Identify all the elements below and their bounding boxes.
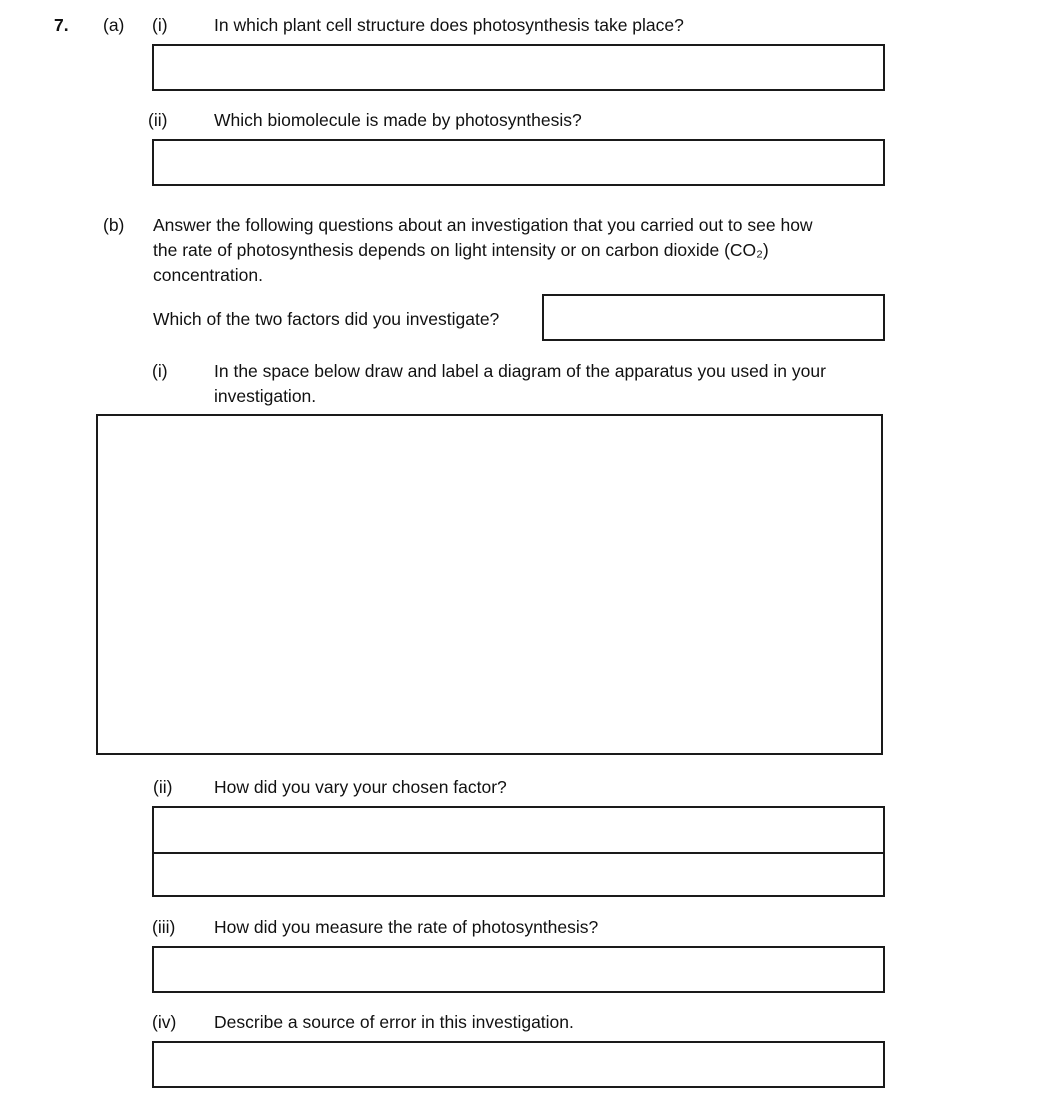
part-b-ii-question: How did you vary your chosen factor? <box>214 777 507 797</box>
part-a-i-question: In which plant cell structure does photosynthesis take place? <box>214 15 684 35</box>
question-number: 7. <box>54 15 69 35</box>
part-a-ii-label: (ii) <box>148 110 168 130</box>
part-b-iii-answer-box[interactable] <box>152 946 885 993</box>
part-b-label: (b) <box>103 215 125 235</box>
factor-answer-box[interactable] <box>542 294 885 341</box>
part-b-iv-question: Describe a source of error in this investigation. <box>214 1012 574 1032</box>
part-b-i-label: (i) <box>152 361 168 381</box>
part-a-ii-answer-box[interactable] <box>152 139 885 186</box>
part-b-iv-answer-box[interactable] <box>152 1041 885 1088</box>
part-b-i-question-line-1: In the space below draw and label a diagram of the apparatus you used in your <box>214 361 826 381</box>
part-b-ii-answer-line-1[interactable] <box>154 808 883 852</box>
part-b-i-question-line-2: investigation. <box>214 386 317 406</box>
part-b-iii-question: How did you measure the rate of photosynthesis? <box>214 917 599 937</box>
part-b-ii-answer-box[interactable] <box>152 806 885 897</box>
part-b-iii-label: (iii) <box>152 917 176 937</box>
part-b-intro-line-2: the rate of photosynthesis depends on light intensity or on carbon dioxide (CO₂) <box>153 240 769 260</box>
part-b-ii-label: (ii) <box>153 777 173 797</box>
part-b-ii-answer-line-2[interactable] <box>154 854 883 895</box>
part-a-i-label: (i) <box>152 15 168 35</box>
part-a-i-answer-box[interactable] <box>152 44 885 91</box>
part-a-label: (a) <box>103 15 125 35</box>
part-b-iv-label: (iv) <box>152 1012 177 1032</box>
part-b-intro-line-1: Answer the following questions about an investigation that you carried out to see how <box>153 215 813 235</box>
diagram-drawing-area[interactable] <box>96 414 883 755</box>
factor-question: Which of the two factors did you investigate? <box>153 309 500 329</box>
part-a-ii-question: Which biomolecule is made by photosynthesis? <box>214 110 582 130</box>
part-b-intro-line-3: concentration. <box>153 265 263 285</box>
